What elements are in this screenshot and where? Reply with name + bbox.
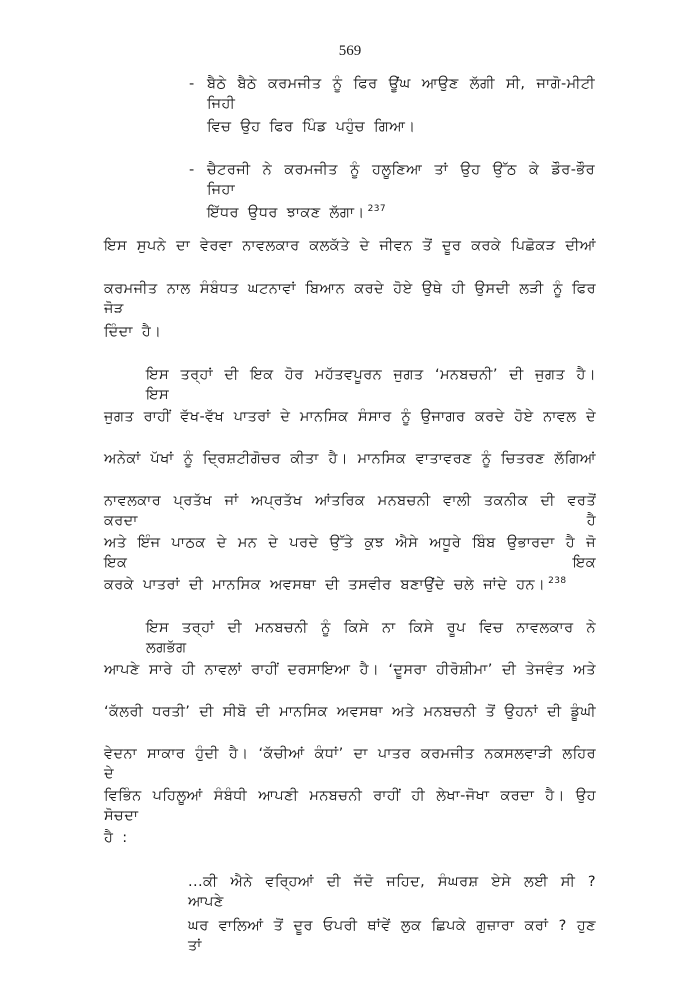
paragraph-line: ਵਿਭਿੰਨ ਪਹਿਲੂਆਂ ਸੰਬੰਧੀ ਆਪਣੀ ਮਨਬਚਨੀ ਰਾਹੀਂ ਹੀ ਲੇਖਾ-ਜੋਖਾ ਕਰਦਾ ਹੈ। ਉਹ ਸੋਚਦਾ [104,788,596,824]
paragraph-line: ਹੈ : [104,830,128,846]
paragraph-line: ਆਪਣੇ ਸਾਰੇ ਹੀ ਨਾਵਲਾਂ ਰਾਹੀਂ ਦਰਸਾਇਆ ਹੈ। ‘ਦੂਸਰਾ ਹੀਰੋਸ਼ੀਮਾ’ ਦੀ ਤੇਜਵੰਤ ਅਤੇ [104,662,596,678]
list-item-line: ਵਿਚ ਉਹ ਫਿਰ ਪਿੰਡ ਪਹੁੰਚ ਗਿਆ। [207,119,416,135]
paragraph-line: ਜੁਗਤ ਰਾਹੀਂ ਵੱਖ-ਵੱਖ ਪਾਤਰਾਂ ਦੇ ਮਾਨਸਿਕ ਸੰਸਾਰ ਨੂੰ ਉਜਾਗਰ ਕਰਦੇ ਹੋਏ ਨਾਵਲ ਦੇ [104,409,596,425]
list-item-line: ਚੈਟਰਜੀ ਨੇ ਕਰਮਜੀਤ ਨੂੰ ਹਲੂਣਿਆ ਤਾਂ ਉਹ ਉੱਠ ਕੇ ਡੌਰ-ਭੌਰ ਜਿਹਾ [207,162,595,198]
block-quote-line: ਘਰ ਵਾਲਿਆਂ ਤੋਂ ਦੂਰ ਓਪਰੀ ਥਾਂਵੇਂ ਲੁਕ ਛਿਪਕੇ ਗੁਜ਼ਾਰਾ ਕਰਾਂ ? ਹੁਣ ਤਾਂ [188,918,596,954]
block-quote-line: ...ਕੀ ਐਨੇ ਵਰ੍ਹਿਆਂ ਦੀ ਜੱਦੋ ਜਹਿਦ, ਸੰਘਰਸ਼ ਏਸੇ ਲਈ ਸੀ ? ਆਪਣੇ [188,874,596,910]
list-bullet: - [189,76,195,92]
paragraph-line: ਵੇਦਨਾ ਸਾਕਾਰ ਹੁੰਦੀ ਹੈ। ‘ਕੱਚੀਆਂ ਕੰਧਾਂ’ ਦਾ ਪਾਤਰ ਕਰਮਜੀਤ ਨਕਸਲਵਾੜੀ ਲਹਿਰ ਦੇ [104,746,596,782]
paragraph-line: ਅਨੇਕਾਂ ਪੱਖਾਂ ਨੂੰ ਦ੍ਰਿਸ਼ਟੀਗੋਚਰ ਕੀਤਾ ਹੈ। ਮਾਨਸਿਕ ਵਾਤਾਵਰਣ ਨੂੰ ਚਿਤਰਣ ਲੱਗਿਆਂ [104,451,596,467]
list-item-line: ਬੈਠੇ ਬੈਠੇ ਕਰਮਜੀਤ ਨੂੰ ਫਿਰ ਊਂਘ ਆਉਣ ਲੱਗੀ ਸੀ, ਜਾਗੋ-ਮੀਟੀ ਜਿਹੀ [207,76,595,112]
paragraph-line: ਅਤੇ ਇੰਜ ਪਾਠਕ ਦੇ ਮਨ ਦੇ ਪਰਦੇ ਉੱਤੇ ਕੁਝ ਐਸੇ ਅਧੂਰੇ ਬਿੰਬ ਉਭਾਰਦਾ ਹੈ ਜੋ ਇਕ ਇਕ [104,535,596,571]
footnote-marker: 238 [548,576,567,587]
page-number: 569 [338,43,362,59]
footnote-marker: 237 [367,204,386,215]
paragraph-line: ਦਿੰਦਾ ਹੈ। [104,324,162,340]
paragraph-line: ‘ਕੱਲਰੀ ਧਰਤੀ’ ਦੀ ਸੀਬੋ ਦੀ ਮਾਨਸਿਕ ਅਵਸਥਾ ਅਤੇ ਮਨਬਚਨੀ ਤੋਂ ਉਹਨਾਂ ਦੀ ਡੂੰਘੀ [104,704,596,720]
list-item-line: ਇੱਧਰ ਉਧਰ ਝਾਕਣ ਲੱਗਾ। [207,205,365,221]
paragraph-line: ਇਸ ਤਰ੍ਹਾਂ ਦੀ ਇਕ ਹੋਰ ਮਹੱਤਵਪੂਰਨ ਜੁਗਤ ‘ਮਨਬਚਨੀ’ ਦੀ ਜੁਗਤ ਹੈ। ਇਸ [146,367,596,403]
list-bullet: - [189,162,195,178]
paragraph-line: ਇਸ ਸੁਪਨੇ ਦਾ ਵੇਰਵਾ ਨਾਵਲਕਾਰ ਕਲਕੱਤੇ ਦੇ ਜੀਵਨ ਤੋਂ ਦੂਰ ਕਰਕੇ ਪਿਛੋਕੜ ਦੀਆਂ [104,238,596,254]
paragraph-line: ਕਰਮਜੀਤ ਨਾਲ ਸੰਬੰਧਤ ਘਟਨਾਵਾਂ ਬਿਆਨ ਕਰਦੇ ਹੋਏ ਉਥੇ ਹੀ ਉਸਦੀ ਲੜੀ ਨੂੰ ਫਿਰ ਜੋੜ [104,281,596,317]
paragraph-line: ਨਾਵਲਕਾਰ ਪ੍ਰਤੱਖ ਜਾਂ ਅਪ੍ਰਤੱਖ ਆਂਤਰਿਕ ਮਨਬਚਨੀ ਵਾਲੀ ਤਕਨੀਕ ਦੀ ਵਰਤੋਂ ਕਰਦਾ ਹੈ [104,493,596,529]
paragraph-line: ਇਸ ਤਰ੍ਹਾਂ ਦੀ ਮਨਬਚਨੀ ਨੂੰ ਕਿਸੇ ਨਾ ਕਿਸੇ ਰੂਪ ਵਿਚ ਨਾਵਲਕਾਰ ਨੇ ਲਗਭੱਗ [146,620,596,656]
paragraph-line: ਕਰਕੇ ਪਾਤਰਾਂ ਦੀ ਮਾਨਸਿਕ ਅਵਸਥਾ ਦੀ ਤਸਵੀਰ ਬਣਾਉਂਦੇ ਚਲੇ ਜਾਂਦੇ ਹਨ। [104,577,546,593]
